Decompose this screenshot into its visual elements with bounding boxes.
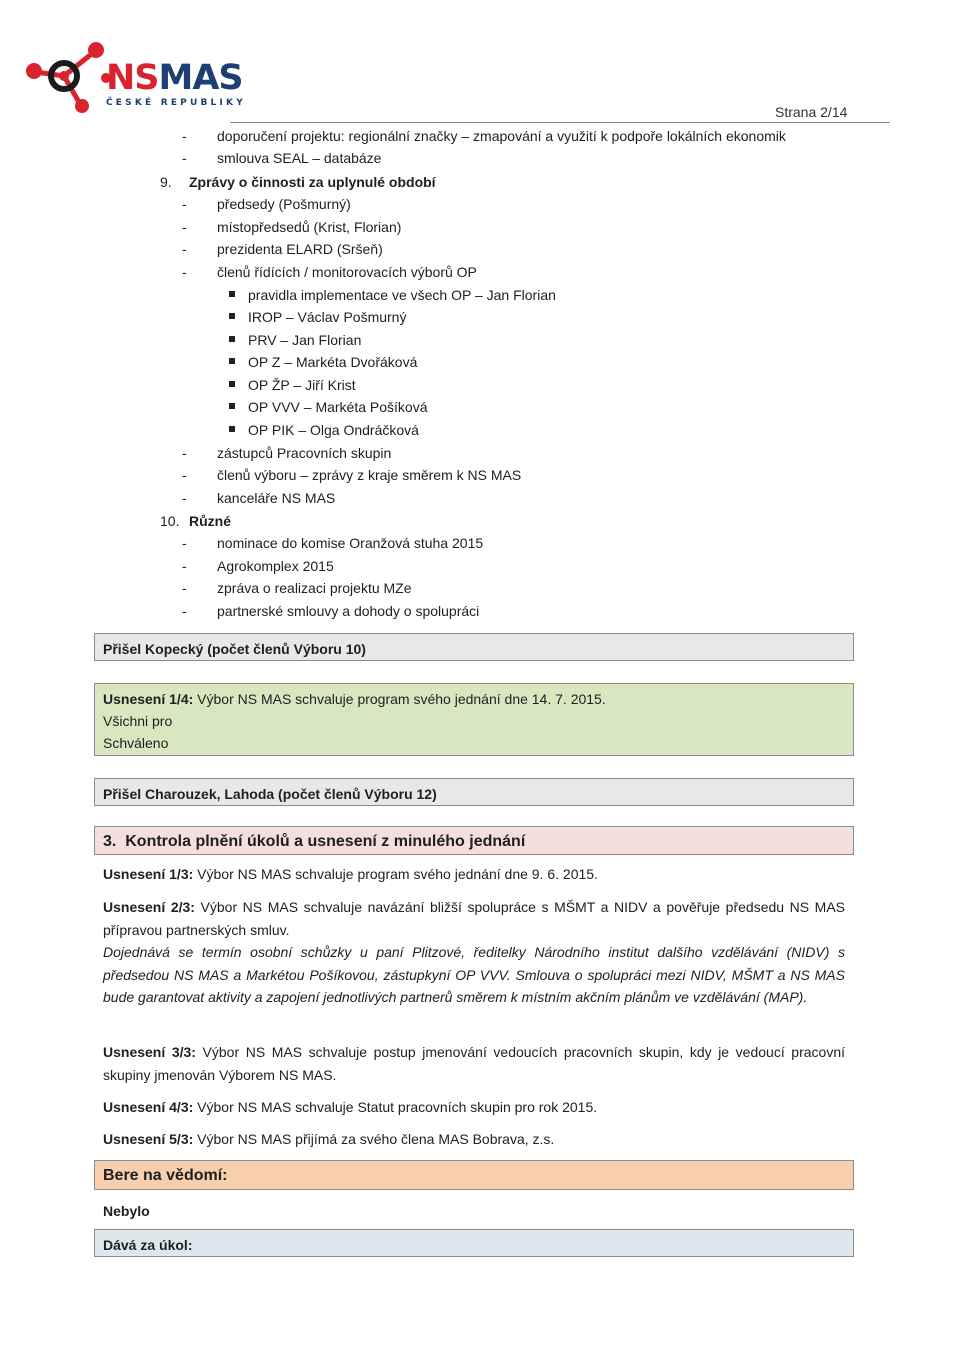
item-number: 10.: [160, 513, 180, 529]
dash-marker: -: [182, 150, 187, 166]
dash-marker: -: [182, 241, 187, 257]
square-bullet-icon: [229, 291, 235, 297]
resolution-5-3: [103, 1128, 845, 1151]
resolution-label: Usnesení 2/3:: [103, 899, 195, 915]
item-number: 9.: [160, 174, 172, 190]
op-item: PRV – Jan Florian: [248, 332, 362, 348]
dava-za-ukol-heading: Dává za úkol:: [94, 1229, 854, 1257]
dash-marker: -: [182, 535, 187, 551]
agenda-item: doporučení projektu: regionální značky – zmapování a využití k podpoře lokálních ekonomik: [217, 128, 786, 144]
resolution-4-3: [103, 1096, 845, 1119]
item-title: Zprávy o činnosti za uplynulé období: [189, 174, 436, 190]
resolution-text: Výbor NS MAS přijímá za svého člena MAS Bobrava, z.s.: [193, 1131, 555, 1147]
dash-marker: -: [182, 128, 187, 144]
resolution-text: Výbor NS MAS schvaluje program svého jednání dne 14. 7. 2015.: [193, 691, 606, 707]
op-item: IROP – Václav Pošmurný: [248, 309, 407, 325]
logo-mas: MAS: [158, 58, 243, 98]
resolution-text: Výbor NS MAS schvaluje program svého jednání dne 9. 6. 2015.: [193, 866, 598, 882]
resolution-text: Výbor NS MAS schvaluje postup jmenování vedoucích pracovních skupin, kdy je vedoucí pracovní skupiny jmenován Výborem NS MAS.: [103, 1044, 845, 1083]
square-bullet-icon: [229, 381, 235, 387]
resolution-label: Usnesení 1/4:: [103, 691, 194, 707]
resolution-2-3: [103, 896, 845, 941]
square-bullet-icon: [229, 403, 235, 409]
dash-marker: -: [182, 580, 187, 596]
attendance-box-charouzek: Přišel Charouzek, Lahoda (počet členů Výboru 12): [94, 778, 854, 806]
list-item: Agrokomplex 2015: [217, 558, 334, 574]
bere-na-vedomi-heading: Bere na vědomí:: [94, 1160, 854, 1190]
page-number: Strana 2/14: [775, 104, 848, 120]
dash-marker: -: [182, 558, 187, 574]
square-bullet-icon: [229, 426, 235, 432]
item-title: Různé: [189, 513, 231, 529]
resolution-label: Usnesení 1/3:: [103, 866, 194, 882]
list-item: místopředsedů (Krist, Florian): [217, 219, 402, 235]
op-item: OP VVV – Markéta Pošíková: [248, 399, 428, 415]
dash-marker: -: [182, 467, 187, 483]
dash-marker: -: [182, 196, 187, 212]
square-bullet-icon: [229, 358, 235, 364]
op-item: OP PIK – Olga Ondráčková: [248, 422, 419, 438]
list-item: partnerské smlouvy a dohody o spolupráci: [217, 603, 480, 619]
op-item: OP Z – Markéta Dvořáková: [248, 354, 418, 370]
corner-box: [0, 0, 105, 22]
dash-marker: -: [182, 445, 187, 461]
resolution-box-1-4: [94, 683, 854, 756]
resolution-label: Usnesení 5/3:: [103, 1131, 194, 1147]
list-item: členů výboru – zprávy z kraje směrem k NS MAS: [217, 467, 522, 483]
op-item: OP ŽP – Jiří Krist: [248, 377, 356, 393]
resolution-3-3: [103, 1041, 845, 1086]
section-title: Kontrola plnění úkolů a usnesení z minulého jednání: [125, 833, 526, 850]
list-item: zástupců Pracovních skupin: [217, 445, 392, 461]
resolution-result: Schváleno: [103, 735, 169, 751]
resolution-label: Usnesení 4/3:: [103, 1099, 194, 1115]
section-3-heading: [94, 826, 854, 855]
resolution-label: Usnesení 3/3:: [103, 1044, 196, 1060]
resolution-text: Výbor NS MAS schvaluje navázání bližší spolupráce s MŠMT a NIDV a pověřuje předsedu NS MAS přípravou partnerských smluv.: [103, 899, 845, 938]
dash-marker: -: [182, 219, 187, 235]
list-item: členů řídících / monitorovacích výborů OP: [217, 264, 477, 280]
attendance-box-kopecky: Přišel Kopecký (počet členů Výboru 10): [94, 633, 854, 661]
list-item: nominace do komise Oranžová stuha 2015: [217, 535, 484, 551]
resolution-vote: Všichni pro: [103, 713, 173, 729]
nebylo-text: Nebylo: [103, 1203, 150, 1219]
resolution-2-3-note: Dojednává se termín osobní schůzky u paní Plitzové, ředitelky Národního institut dalšího vzdělávání (NIDV) s předsedou NS MAS a Markétou Pošíkovou, zástupkyní OP VVV. Smlouva o spolupráci mezi NIDV, MŠMT a NS MAS bude garantovat aktivity a zapojení jednotlivých partnerů směrem k místním akčním plánům ve vzdělávání (MAP).: [103, 944, 845, 1005]
logo-wordmark: [106, 60, 246, 108]
logo-subtitle: ČESKÉ REPUBLIKY: [106, 98, 246, 108]
dash-marker: -: [182, 264, 187, 280]
resolution-text: Výbor NS MAS schvaluje Statut pracovních skupin pro rok 2015.: [193, 1099, 598, 1115]
square-bullet-icon: [229, 336, 235, 342]
header-divider: [230, 122, 890, 123]
list-item: předsedy (Pošmurný): [217, 196, 351, 212]
section-number: 3.: [103, 833, 117, 850]
list-item: zpráva o realizaci projektu MZe: [217, 580, 412, 596]
dash-marker: -: [182, 603, 187, 619]
list-item: prezidenta ELARD (Sršeň): [217, 241, 383, 257]
op-item: pravidla implementace ve všech OP – Jan Florian: [248, 287, 556, 303]
logo-ns: NS: [106, 58, 159, 98]
resolution-1-3: [103, 863, 845, 886]
square-bullet-icon: [229, 313, 235, 319]
agenda-item: smlouva SEAL – databáze: [217, 150, 382, 166]
dash-marker: -: [182, 490, 187, 506]
list-item: kanceláře NS MAS: [217, 490, 336, 506]
